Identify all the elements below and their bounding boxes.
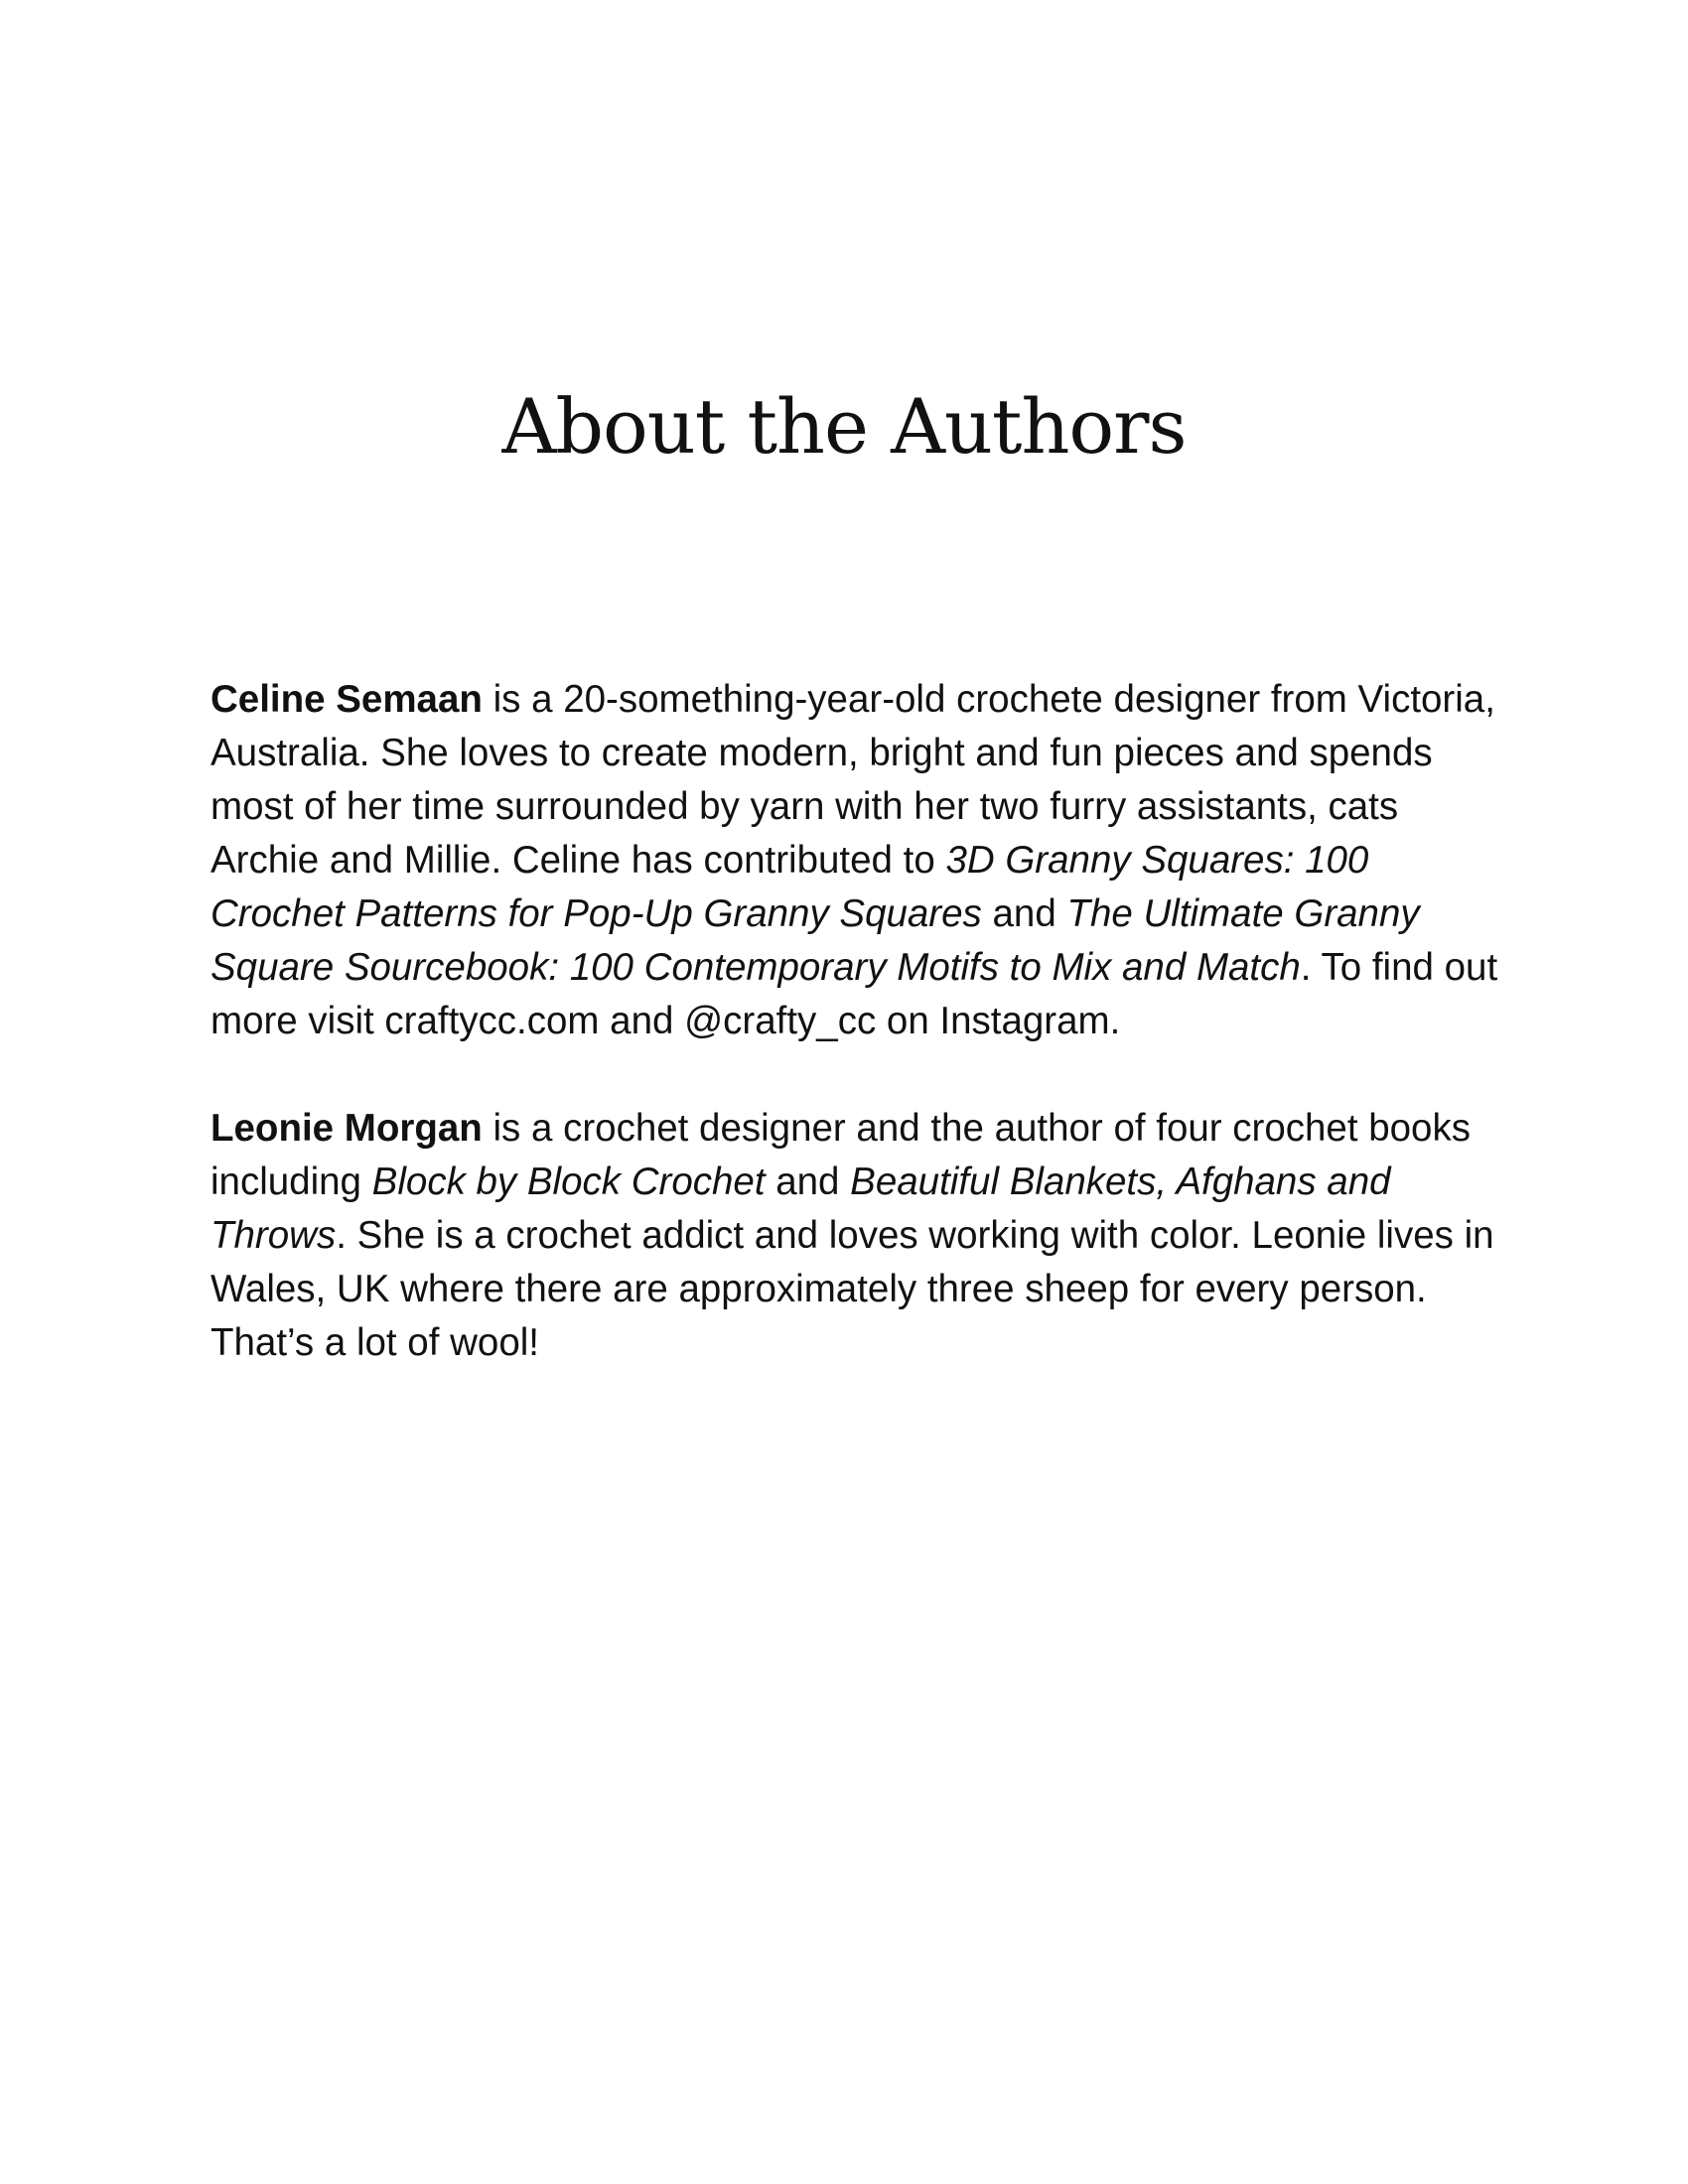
author-bio-leonie-morgan — [211, 1102, 1501, 1370]
bio-text: . She is a crochet addict and loves working with color. Leonie lives in Wales, UK where there are approximately three sheep for every person. That’s a lot of wool! — [211, 1214, 1494, 1364]
book-title: 3D Granny Squares: 100 Crochet Patterns for Pop-Up Granny Squares — [211, 839, 1369, 935]
bio-text: is a crochet designer and the author of four crochet books including — [211, 1107, 1471, 1203]
page-title: About the Authors — [501, 382, 1187, 471]
bio-text: and — [981, 892, 1067, 935]
bio-text: . To find out more visit craftycc.com and @crafty_cc on Instagram. — [211, 946, 1498, 1042]
author-name: Leonie Morgan — [211, 1107, 483, 1150]
author-bios — [211, 673, 1501, 1370]
author-bio-celine-semaan — [211, 673, 1501, 1048]
author-name: Celine Semaan — [211, 678, 483, 721]
bio-text: is a 20-something-year-old crochete designer from Victoria, Australia. She loves to create modern, bright and fun pieces and spends most of her time surrounded by yarn with her two furry assistants, cats Archie and Millie. Celine has contributed to — [211, 678, 1495, 882]
bio-text: and — [765, 1160, 851, 1203]
book-title: Beautiful Blankets, Afghans and Throws — [211, 1160, 1391, 1257]
book-title: Block by Block Crochet — [371, 1160, 766, 1203]
book-title: The Ultimate Granny Square Sourcebook: 100 Contemporary Motifs to Mix and Match — [211, 892, 1420, 989]
